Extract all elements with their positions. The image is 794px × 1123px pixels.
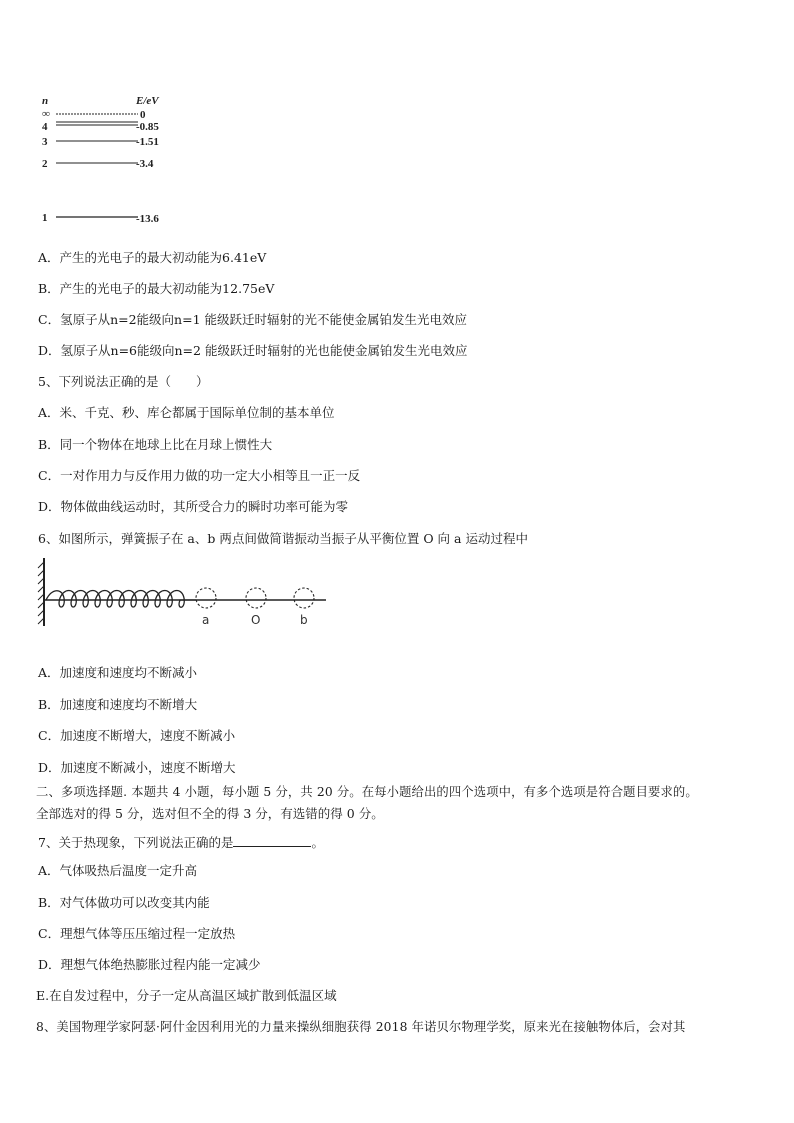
q7-stem-text: 7、关于热现象，下列说法正确的是 (38, 835, 234, 850)
level-n-4: 4 (42, 121, 48, 133)
level-n-2: 2 (42, 158, 48, 170)
section2-heading: 二、多项选择题. 本题共 4 小题，每小题 5 分，共 20 分。在每小题给出的四个选项中，有多个选项是符合题目要求的。 (36, 785, 698, 799)
n-axis-label: n (42, 95, 49, 107)
q7-option-a: A．气体吸热后温度一定升高 (38, 863, 198, 878)
level-e-4: -0.85 (136, 121, 159, 133)
q5-stem: 5、下列说法正确的是（ ） (38, 374, 209, 389)
spring-oscillator-figure (36, 552, 336, 632)
q4-option-b: B．产生的光电子的最大初动能为12.75eV (38, 281, 275, 296)
q5-option-d: D．物体做曲线运动时，其所受合力的瞬时功率可能为零 (38, 499, 349, 514)
spring-coil (46, 591, 196, 608)
q5-option-b: B．同一个物体在地球上比在月球上惯性大 (38, 437, 273, 452)
label-a: a (202, 613, 210, 627)
q6-option-b: B．加速度和速度均不断增大 (38, 697, 198, 712)
oscillator-position-b (294, 588, 314, 608)
q6-stem: 6、如图所示，弹簧振子在 a、b 两点间做简谐振动当振子从平衡位置 O 向 a 运动过程中 (38, 531, 528, 546)
q7-option-e: E.在自发过程中，分子一定从高温区域扩散到低温区域 (36, 988, 337, 1003)
level-e-1: -13.6 (136, 213, 159, 225)
oscillator-position-a (196, 588, 216, 608)
q4-option-c: C．氢原子从n=2能级向n=1 能级跃迁时辐射的光不能使金属铂发生光电效应 (38, 312, 467, 327)
level-e-3: -1.51 (136, 136, 159, 148)
q6-option-d: D．加速度不断减小，速度不断增大 (38, 760, 236, 775)
level-n-inf: ∞ (42, 108, 50, 120)
q4-option-d: D．氢原子从n=6能级向n=2 能级跃迁时辐射的光也能使金属铂发生光电效应 (38, 343, 468, 358)
level-e-2: -3.4 (136, 158, 154, 170)
q5-option-c: C．一对作用力与反作用力做的功一定大小相等且一正一反 (38, 468, 361, 483)
q7-option-b: B．对气体做功可以改变其内能 (38, 895, 210, 910)
energy-level-diagram (30, 92, 200, 232)
label-o: O (251, 613, 261, 627)
section2-scoring: 全部选对的得 5 分，选对但不全的得 3 分，有选错的得 0 分。 (36, 806, 384, 821)
level-e-inf: 0 (140, 109, 146, 121)
oscillator-position-o (246, 588, 266, 608)
q6-option-c: C．加速度不断增大，速度不断减小 (38, 728, 236, 743)
q7-option-c: C．理想气体等压压缩过程一定放热 (38, 926, 236, 941)
label-b: b (300, 613, 308, 627)
q5-option-a: A．米、千克、秒、库仑都属于国际单位制的基本单位 (38, 405, 335, 420)
e-axis-label: E/eV (136, 95, 159, 107)
q8-stem: 8、美国物理学家阿瑟·阿什金因利用光的力量来操纵细胞获得 2018 年诺贝尔物理学奖，原来光在接触物体后，会对其 (36, 1020, 686, 1034)
q7-stem (38, 834, 324, 851)
answer-blank (233, 834, 311, 847)
q7-option-d: D．理想气体绝热膨胀过程内能一定减少 (38, 957, 261, 972)
q4-option-a: A．产生的光电子的最大初动能为6.41eV (38, 250, 267, 265)
q6-option-a: A．加速度和速度均不断减小 (38, 665, 198, 680)
level-n-1: 1 (42, 212, 48, 224)
level-n-3: 3 (42, 136, 48, 148)
q7-stem-end: 。 (311, 835, 324, 850)
